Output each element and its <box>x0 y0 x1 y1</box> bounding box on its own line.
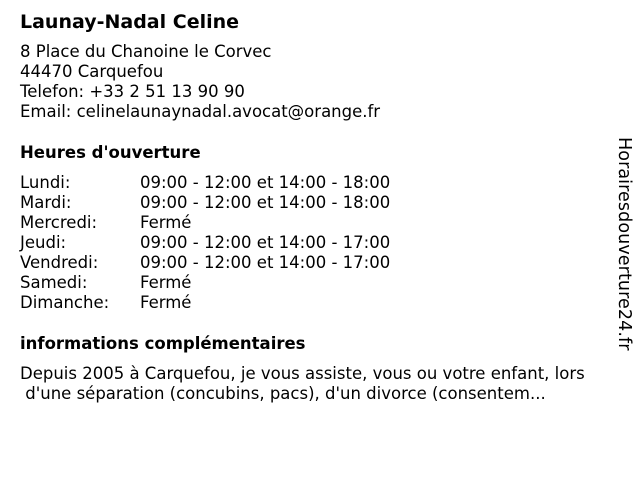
hours-row-mardi <box>20 193 600 213</box>
info-description <box>20 364 630 404</box>
hours-row-vendredi <box>20 253 600 273</box>
site-watermark: Horairesdouverture24.fr <box>614 137 634 351</box>
info-title: informations complémentaires <box>20 334 306 353</box>
hours-time: 09:00 - 12:00 et 14:00 - 17:00 <box>140 253 391 272</box>
email-address[interactable]: celinelaunaynadal.avocat@orange.fr <box>76 102 381 121</box>
hours-time: Fermé <box>140 273 192 292</box>
hours-time: 09:00 - 12:00 et 14:00 - 18:00 <box>140 173 391 192</box>
hours-day: Mardi: <box>20 193 72 212</box>
hours-day: Samedi: <box>20 273 88 292</box>
hours-day: Vendredi: <box>20 253 99 272</box>
address-line-1: 8 Place du Chanoine le Corvec <box>20 42 272 61</box>
hours-row-mercredi <box>20 213 600 233</box>
hours-day: Lundi: <box>20 173 71 192</box>
hours-time: 09:00 - 12:00 et 14:00 - 17:00 <box>140 233 391 252</box>
hours-row-dimanche <box>20 293 600 313</box>
phone-label: Telefon: <box>20 82 90 101</box>
hours-row-lundi <box>20 173 600 193</box>
hours-day: Dimanche: <box>20 293 110 312</box>
address-line-2: 44470 Carquefou <box>20 62 164 81</box>
hours-row-jeudi <box>20 233 600 253</box>
phone-line <box>20 82 600 102</box>
email-line <box>20 102 600 122</box>
hours-day: Jeudi: <box>20 233 67 252</box>
phone-number[interactable]: +33 2 51 13 90 90 <box>89 82 245 101</box>
hours-time: 09:00 - 12:00 et 14:00 - 18:00 <box>140 193 391 212</box>
opening-hours-table <box>20 173 600 313</box>
hours-title: Heures d'ouverture <box>20 143 201 162</box>
email-label: Email: <box>20 102 77 121</box>
info-text-line-2: d'une séparation (concubins, pacs), d'un divorce (consentem... <box>20 384 546 403</box>
hours-time: Fermé <box>140 293 192 312</box>
hours-day: Mercredi: <box>20 213 98 232</box>
hours-row-samedi <box>20 273 600 293</box>
business-card <box>20 10 600 404</box>
business-name: Launay-Nadal Celine <box>20 11 240 33</box>
info-text-line-1: Depuis 2005 à Carquefou, je vous assiste, vous ou votre enfant, lors <box>20 364 585 383</box>
hours-time: Fermé <box>140 213 192 232</box>
